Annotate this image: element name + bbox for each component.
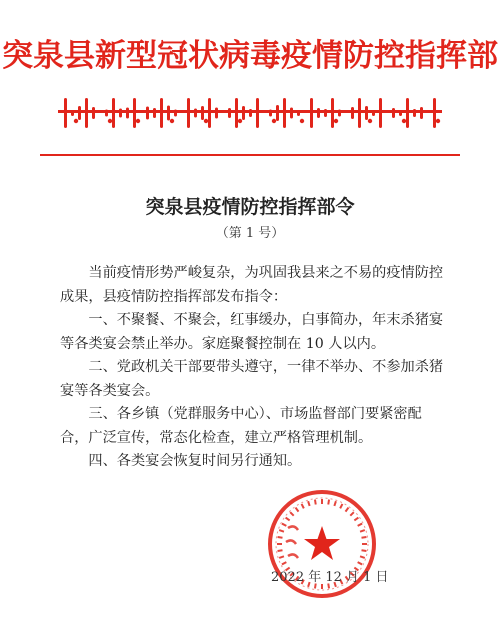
order-title: 突泉县疫情防控指挥部令 xyxy=(145,196,355,218)
paragraph-intro: 当前疫情形势严峻复杂，为巩固我县来之不易的疫情防控成果，县疫情防控指挥部发布指令： xyxy=(60,265,444,305)
paragraph-item-1: 一、不聚餐、不聚会，红事缓办，白事简办，年末杀猪宴等各类宴会禁止举办。家庭聚餐控制在 10 人以内。 xyxy=(60,312,444,352)
paragraph-item-3: 三、各乡镇（党群服务中心）、市场监督部门要紧密配合，广泛宣传，常态化检查，建立严格管理机制。 xyxy=(60,406,422,446)
paragraph-item-4: 四、各类宴会恢复时间另行通知。 xyxy=(88,453,302,469)
issue-date: 2022 年 12 月 1 日 xyxy=(271,570,389,585)
mongolian-script-graphic xyxy=(58,96,442,130)
order-number: （第 1 号） xyxy=(215,226,285,241)
red-star-icon xyxy=(304,526,340,560)
header-red-rule xyxy=(40,154,460,156)
paragraph-item-2: 二、党政机关干部要带头遵守，一律不举办、不参加杀猪宴等各类宴会。 xyxy=(60,359,444,399)
order-body xyxy=(60,262,450,474)
header-title: 突泉县新型冠状病毒疫情防控指挥部 xyxy=(2,38,498,74)
